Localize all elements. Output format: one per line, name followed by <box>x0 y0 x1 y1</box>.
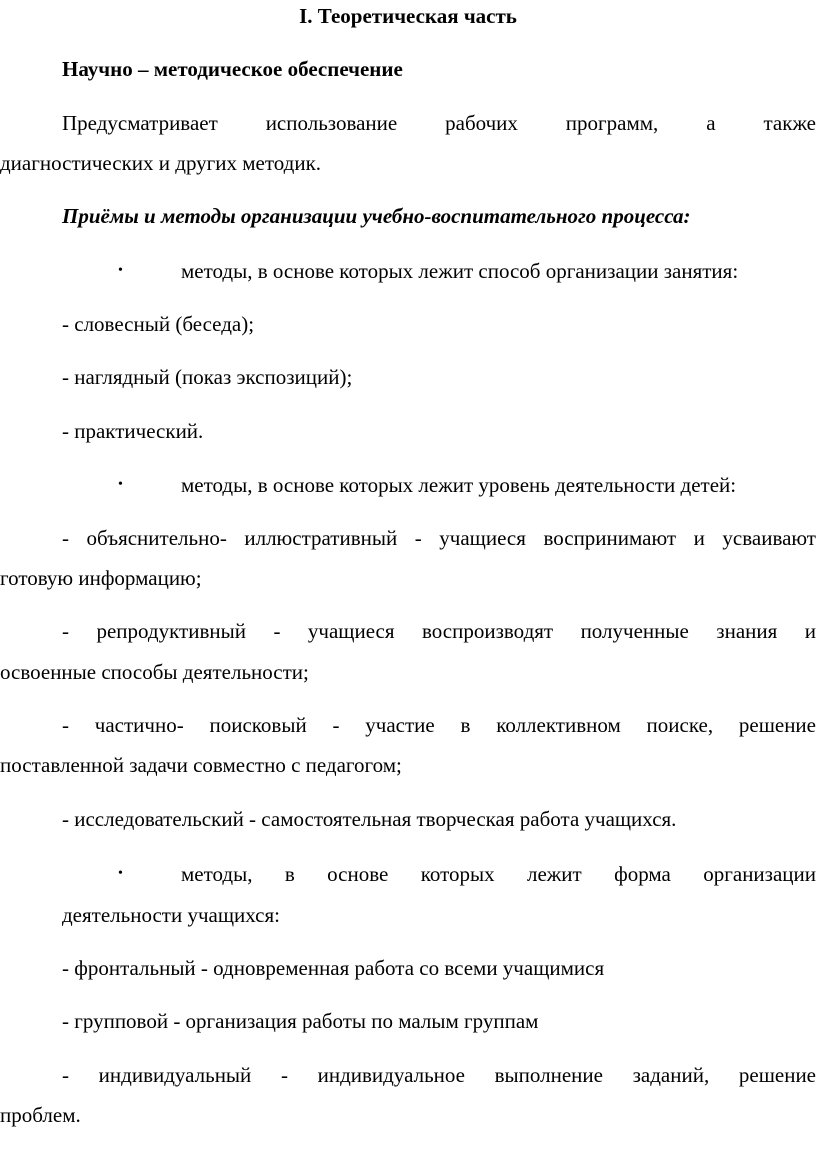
intro-line-1: Предусматривает использование рабочих программ, а также <box>62 111 816 135</box>
methods-heading: Приёмы и методы организации учебно-воспитательного процесса: <box>62 204 691 228</box>
group3-item3-line2: проблем. <box>0 1103 81 1127</box>
group2-item2-line1: - репродуктивный - учащиеся воспроизводят полученные знания и <box>62 619 816 643</box>
group1-item-1: - словесный (беседа); <box>62 312 255 336</box>
bullet-icon: • <box>118 477 123 492</box>
group2-item1-line2: готовую информацию; <box>0 566 202 590</box>
group2-bullet-text: методы, в основе которых лежит уровень деятельности детей: <box>181 473 737 497</box>
section-subheading: Научно – методическое обеспечение <box>62 57 403 81</box>
group3-bullet-line2: деятельности учащихся: <box>62 903 280 927</box>
intro-line-2: диагностических и других методик. <box>0 151 322 175</box>
group2-item4: - исследовательский - самостоятельная творческая работа учащихся. <box>62 807 677 831</box>
group3-item-2: - групповой - организация работы по малым группам <box>62 1009 539 1033</box>
group2-item1-line1: - объяснительно- иллюстративный - учащиеся воспринимают и усваивают <box>62 526 816 550</box>
group1-item-2: - наглядный (показ экспозиций); <box>62 365 353 389</box>
group2-item3-line2: поставленной задачи совместно с педагогом; <box>0 753 402 777</box>
group2-item2-line2: освоенные способы деятельности; <box>0 660 309 684</box>
bullet-icon: • <box>118 866 123 881</box>
group3-item3-line1: - индивидуальный - индивидуальное выполнение заданий, решение <box>62 1063 816 1087</box>
group1-bullet-text: методы, в основе которых лежит способ организации занятия: <box>181 259 739 283</box>
group2-item3-line1: - частично- поисковый - участие в коллективном поиске, решение <box>62 713 816 737</box>
bullet-icon: • <box>118 263 123 278</box>
page-title: I. Теоретическая часть <box>299 4 517 28</box>
group3-item-1: - фронтальный - одновременная работа со всеми учащимися <box>62 956 605 980</box>
group3-bullet-line1: методы, в основе которых лежит форма организации <box>181 862 816 886</box>
group1-item-3: - практический. <box>62 419 204 443</box>
